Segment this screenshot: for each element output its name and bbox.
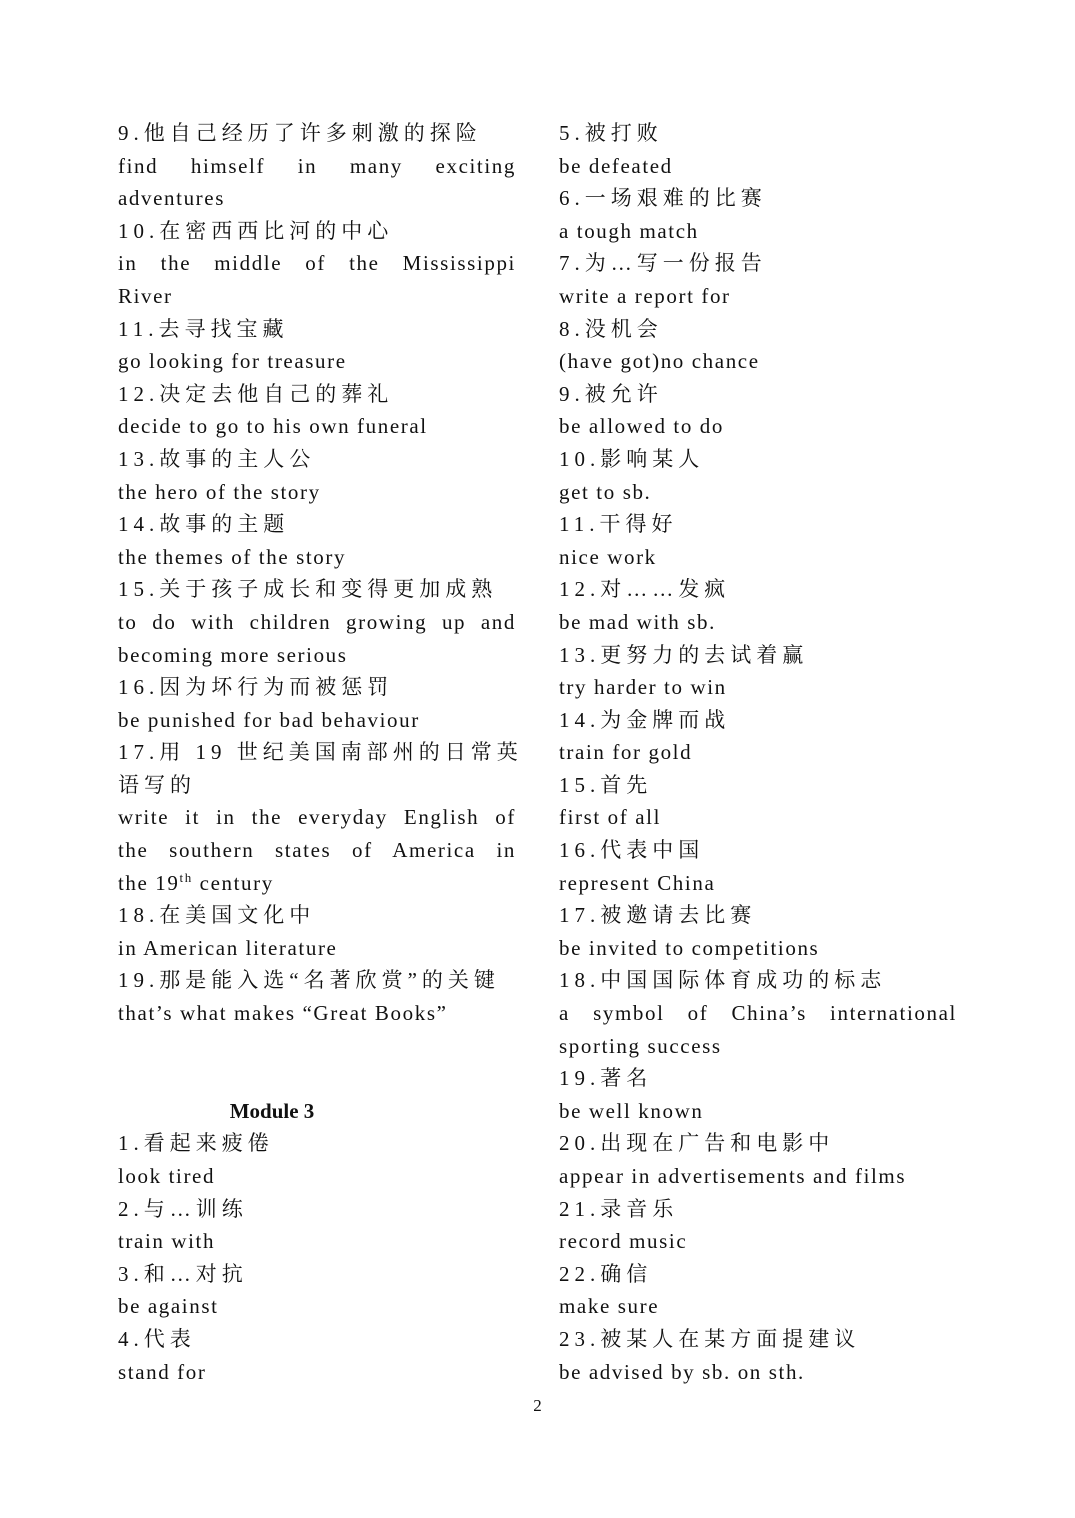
vocab-english: in American literature	[118, 935, 338, 960]
vocab-chinese: 语写的	[118, 772, 196, 797]
vocab-item	[559, 1258, 957, 1323]
vocab-chinese: 15.首先	[559, 772, 653, 797]
vocab-english: be punished for bad behaviour	[118, 707, 420, 732]
vocab-english-part: the 19	[118, 870, 180, 895]
vocab-item	[118, 378, 516, 443]
vocab-chinese: 21.录音乐	[559, 1196, 679, 1221]
vocab-chinese: 10.在密西西比河的中心	[118, 218, 394, 243]
vocab-item	[559, 769, 957, 834]
vocab-item	[559, 313, 957, 378]
vocab-chinese: 5.被打败	[559, 121, 663, 145]
vocab-chinese: 17.被邀请去比赛	[559, 903, 757, 928]
vocab-english: adventures	[118, 186, 225, 211]
vocab-list-b	[118, 899, 516, 1029]
vocab-english: the southern states of America in	[118, 838, 516, 863]
vocab-item	[559, 834, 957, 899]
vocab-chinese: 13.故事的主人公	[118, 446, 316, 471]
ordinal-superscript: th	[179, 869, 193, 885]
vocab-english-part: century	[192, 870, 274, 895]
vocab-chinese: 22.确信	[559, 1261, 653, 1286]
vocab-chinese: 13.更努力的去试着赢	[559, 642, 809, 667]
vocab-english: be well known	[559, 1098, 704, 1123]
vocab-english: to do with children growing up and	[118, 609, 516, 634]
vocab-item	[559, 1323, 957, 1388]
vocab-english: go looking for treasure	[118, 349, 347, 374]
vocab-english: nice work	[559, 544, 657, 569]
vocab-item	[559, 378, 957, 443]
vocab-chinese: 17.用 19 世纪美国南部州的日常英	[118, 740, 523, 765]
vocab-list-c	[118, 1127, 516, 1388]
vocab-item	[118, 117, 516, 215]
vocab-chinese: 3.和…对抗	[118, 1261, 248, 1286]
vocab-chinese: 4.代表	[118, 1326, 196, 1351]
vocab-chinese: 14.故事的主题	[118, 512, 290, 537]
vocab-chinese: 1.看起来疲倦	[118, 1131, 274, 1156]
vocab-item	[559, 247, 957, 312]
vocab-english: River	[118, 283, 173, 308]
vocab-chinese: 19.著名	[559, 1066, 653, 1091]
left-column	[118, 117, 523, 1388]
vocab-english: (have got)no chance	[559, 349, 760, 374]
vocab-english: write a report for	[559, 283, 731, 308]
vocab-english: be against	[118, 1294, 219, 1319]
vocab-chinese: 16.因为坏行为而被惩罚	[118, 675, 394, 700]
vocab-english: that’s what makes “Great Books”	[118, 1001, 448, 1026]
vocab-item	[118, 443, 516, 508]
vocab-item	[559, 182, 957, 247]
vocab-item	[559, 1193, 957, 1258]
vocab-list-right	[559, 117, 957, 1388]
vocab-english: stand for	[118, 1359, 207, 1384]
vocab-item-17	[118, 736, 523, 899]
vocab-chinese: 12.对……发疯	[559, 577, 731, 602]
vocab-chinese: 11.干得好	[559, 512, 678, 537]
vocab-item	[559, 899, 957, 964]
vocab-item	[118, 1127, 516, 1192]
vocab-english	[118, 867, 516, 900]
vocab-list-a	[118, 117, 516, 736]
vocab-item	[559, 704, 957, 769]
vocab-english: write it in the everyday English of	[118, 805, 516, 830]
vocab-item	[559, 639, 957, 704]
vocab-english: try harder to win	[559, 675, 727, 700]
vocab-english: the hero of the story	[118, 479, 321, 504]
vocab-english: a symbol of China’s international	[559, 1001, 957, 1026]
vocab-english: becoming more serious	[118, 642, 348, 667]
vocab-english: get to sb.	[559, 479, 652, 504]
vocab-english: make sure	[559, 1294, 660, 1319]
page-number: 2	[533, 1396, 542, 1415]
vocab-english: look tired	[118, 1164, 216, 1188]
vocab-item	[559, 443, 957, 508]
vocab-chinese: 23.被某人在某方面提建议	[559, 1326, 861, 1351]
vocab-chinese: 9.他自己经历了许多刺激的探险	[118, 121, 482, 145]
vocab-chinese: 6.一场艰难的比赛	[559, 186, 767, 211]
vocab-item	[118, 899, 516, 964]
vocab-chinese: 12.决定去他自己的葬礼	[118, 381, 394, 406]
vocab-item	[118, 1323, 516, 1388]
vocab-english: train with	[118, 1229, 216, 1254]
vocab-english: be allowed to do	[559, 414, 724, 439]
vocab-english: be mad with sb.	[559, 609, 716, 634]
vocab-chinese: 7.为…写一份报告	[559, 251, 767, 276]
vocab-chinese: 18.在美国文化中	[118, 903, 316, 928]
vocab-item	[118, 671, 516, 736]
section-gap	[118, 1030, 516, 1095]
vocab-chinese: 18.中国国际体育成功的标志	[559, 968, 887, 993]
vocab-item	[118, 313, 516, 378]
vocab-item	[118, 508, 516, 573]
vocab-item	[118, 964, 516, 1029]
vocab-chinese: 14.为金牌而战	[559, 707, 731, 732]
vocab-english: a tough match	[559, 218, 699, 243]
vocab-chinese: 8.没机会	[559, 316, 663, 341]
vocab-chinese: 10.影响某人	[559, 446, 705, 471]
vocab-chinese: 16.代表中国	[559, 838, 705, 863]
vocab-chinese: 2.与…训练	[118, 1196, 248, 1221]
vocab-item	[118, 573, 516, 671]
vocab-english: first of all	[559, 805, 662, 830]
vocab-chinese: 11.去寻找宝藏	[118, 316, 289, 341]
vocab-item	[559, 117, 957, 182]
vocab-english: sporting success	[559, 1033, 722, 1058]
vocab-chinese: 19.那是能入选“名著欣赏”的关键	[118, 968, 500, 993]
vocab-english: appear in advertisements and films	[559, 1164, 907, 1188]
vocab-chinese: 20.出现在广告和电影中	[559, 1131, 835, 1156]
vocab-item	[118, 1258, 516, 1323]
right-column	[559, 117, 957, 1388]
vocab-english: the themes of the story	[118, 544, 347, 569]
vocab-english: in the middle of the Mississippi	[118, 251, 516, 276]
vocab-english: be invited to competitions	[559, 935, 820, 960]
vocab-english: train for gold	[559, 740, 693, 765]
vocab-item	[559, 1127, 957, 1192]
vocab-item	[118, 215, 516, 313]
module-heading: Module 3	[229, 1098, 315, 1123]
vocab-chinese: 9.被允许	[559, 381, 663, 406]
vocab-english: be defeated	[559, 153, 673, 178]
vocab-english: represent China	[559, 870, 716, 895]
vocab-english: record music	[559, 1229, 688, 1254]
vocab-item	[559, 573, 957, 638]
vocab-english: be advised by sb. on sth.	[559, 1359, 805, 1384]
vocab-english: decide to go to his own funeral	[118, 414, 428, 439]
vocab-item	[559, 964, 957, 1062]
vocab-item	[118, 1193, 516, 1258]
vocab-item	[559, 1062, 957, 1127]
vocab-item	[559, 508, 957, 573]
vocab-english: find himself in many exciting	[118, 153, 516, 178]
vocab-chinese: 15.关于孩子成长和变得更加成熟	[118, 577, 498, 602]
